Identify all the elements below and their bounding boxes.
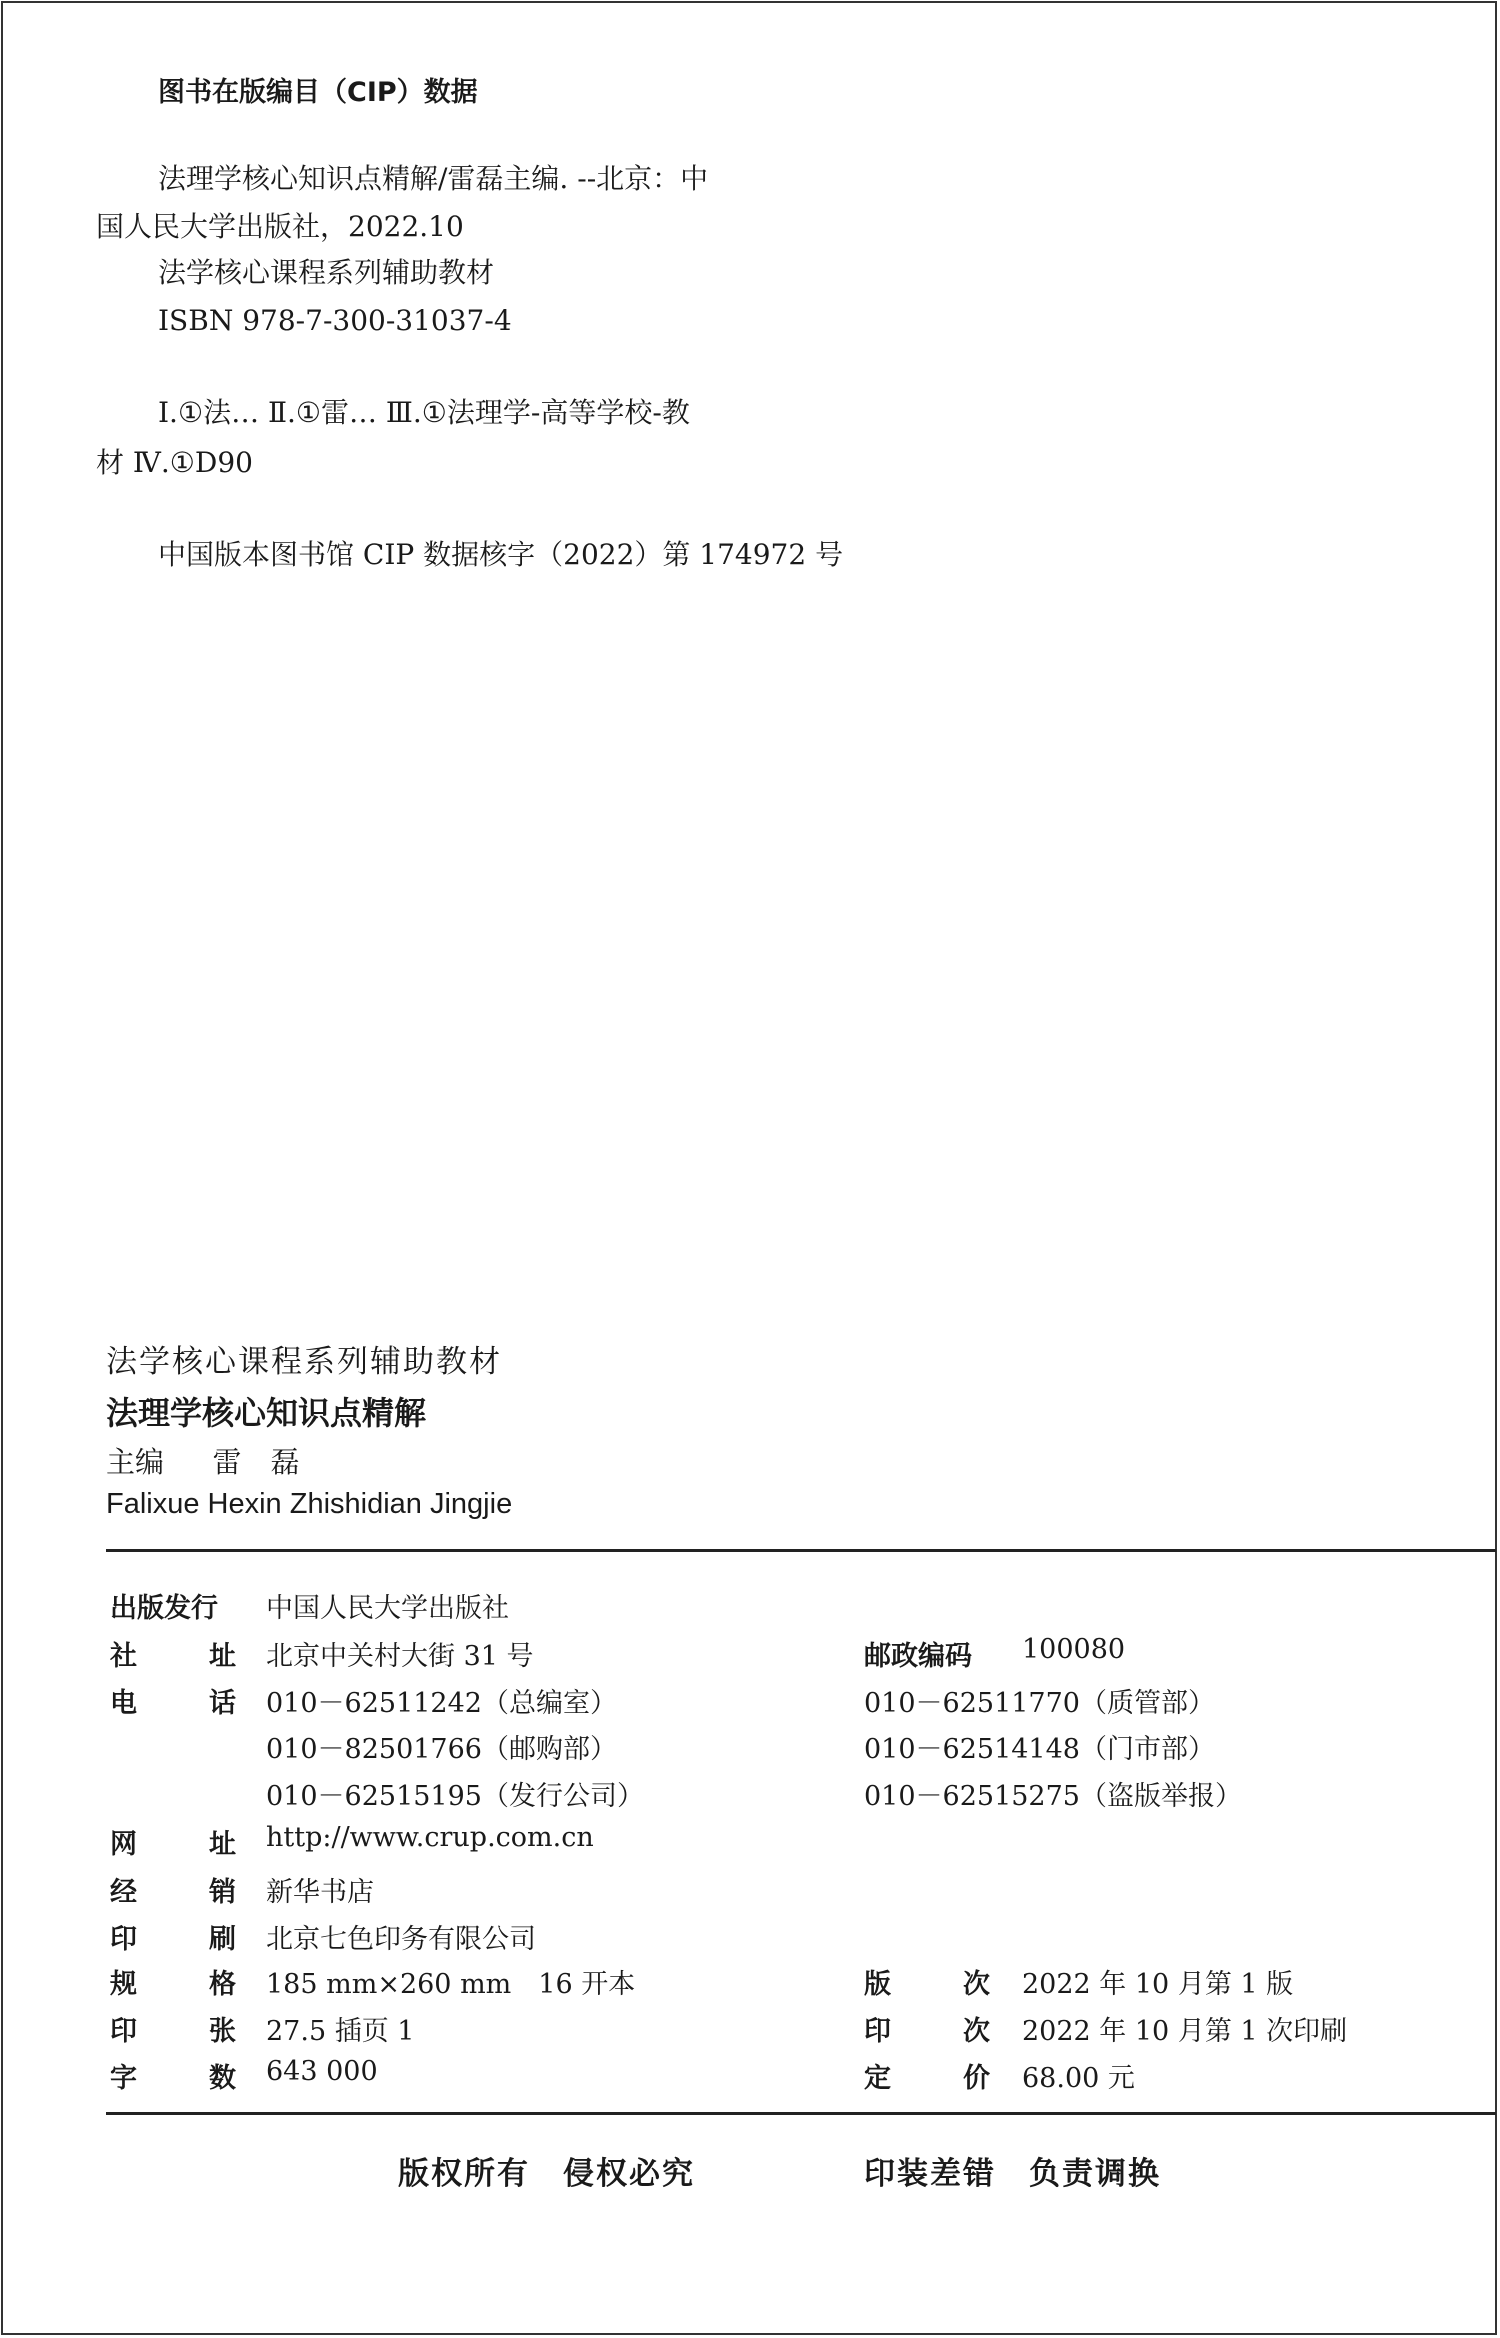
printing-value: 2022 年 10 月第 1 次印刷 [1022, 2016, 1348, 2047]
phone-left-3: 010－62515195（发行公司） [266, 1781, 644, 1812]
editor-label: 主编 [106, 1445, 165, 1479]
website-label: 网 址 [110, 1829, 236, 1860]
phone-right-2: 010－62514148（门市部） [864, 1734, 1215, 1765]
phone-left-2: 010－82501766（邮购部） [266, 1734, 617, 1765]
postcode-value: 100080 [1022, 1634, 1126, 1665]
cip-line-5: Ⅰ.①法… Ⅱ.①雷… Ⅲ.①法理学-高等学校-教 [158, 396, 690, 429]
publisher-value: 中国人民大学出版社 [266, 1593, 509, 1624]
printer-value: 北京七色印务有限公司 [266, 1924, 536, 1955]
postcode-label: 邮政编码 [864, 1641, 972, 1672]
size-label: 规 格 [110, 1969, 236, 2000]
size-value: 185 mm×260 mm 16 开本 [266, 1969, 636, 2000]
cip-line-1: 法理学核心知识点精解/雷磊主编. --北京：中 [158, 162, 709, 195]
edition-value: 2022 年 10 月第 1 版 [1022, 1969, 1294, 2000]
cip-line-2: 国人民大学出版社，2022.10 [96, 210, 464, 243]
address-value: 北京中关村大街 31 号 [266, 1641, 534, 1672]
cip-line-6: 材 Ⅳ.①D90 [96, 446, 253, 479]
book-title: 法理学核心知识点精解 [106, 1394, 427, 1432]
price-label: 定 价 [864, 2063, 990, 2094]
price-value: 68.00 元 [1022, 2063, 1135, 2094]
book-pinyin: Falixue Hexin Zhishidian Jingjie [106, 1488, 513, 1520]
address-label: 社 址 [110, 1641, 236, 1672]
publisher-label: 出版发行 [110, 1593, 218, 1624]
printing-label: 印 次 [864, 2016, 990, 2047]
phone-right-3: 010－62515275（盗版举报） [864, 1781, 1242, 1812]
phone-label: 电 话 [110, 1688, 236, 1719]
divider-bottom [106, 2112, 1496, 2115]
words-label: 字 数 [110, 2063, 236, 2094]
edition-label: 版 次 [864, 1969, 990, 2000]
sheets-label: 印 张 [110, 2016, 236, 2047]
series-title: 法学核心课程系列辅助教材 [106, 1344, 502, 1380]
distributor-label: 经 销 [110, 1877, 236, 1908]
copyright-notice: 版权所有 侵权必究 [398, 2156, 695, 2192]
cip-isbn: ISBN 978-7-300-31037-4 [158, 304, 512, 337]
phone-left-1: 010－62511242（总编室） [266, 1688, 617, 1719]
editor-line [106, 1440, 299, 1481]
phone-right-1: 010－62511770（质管部） [864, 1688, 1215, 1719]
words-value: 643 000 [266, 2056, 378, 2087]
cip-data-number: 中国版本图书馆 CIP 数据核字（2022）第 174972 号 [158, 538, 844, 571]
cip-line-3: 法学核心课程系列辅助教材 [158, 256, 495, 289]
cip-heading: 图书在版编目（CIP）数据 [158, 77, 478, 108]
distributor-value: 新华书店 [266, 1877, 374, 1908]
divider-top [106, 1549, 1496, 1552]
website-link[interactable]: http://www.crup.com.cn [266, 1822, 594, 1853]
editor-name: 雷 磊 [212, 1445, 300, 1479]
sheets-value: 27.5 插页 1 [266, 2016, 415, 2047]
replacement-notice: 印装差错 负责调换 [864, 2156, 1161, 2192]
printer-label: 印 刷 [110, 1924, 236, 1955]
